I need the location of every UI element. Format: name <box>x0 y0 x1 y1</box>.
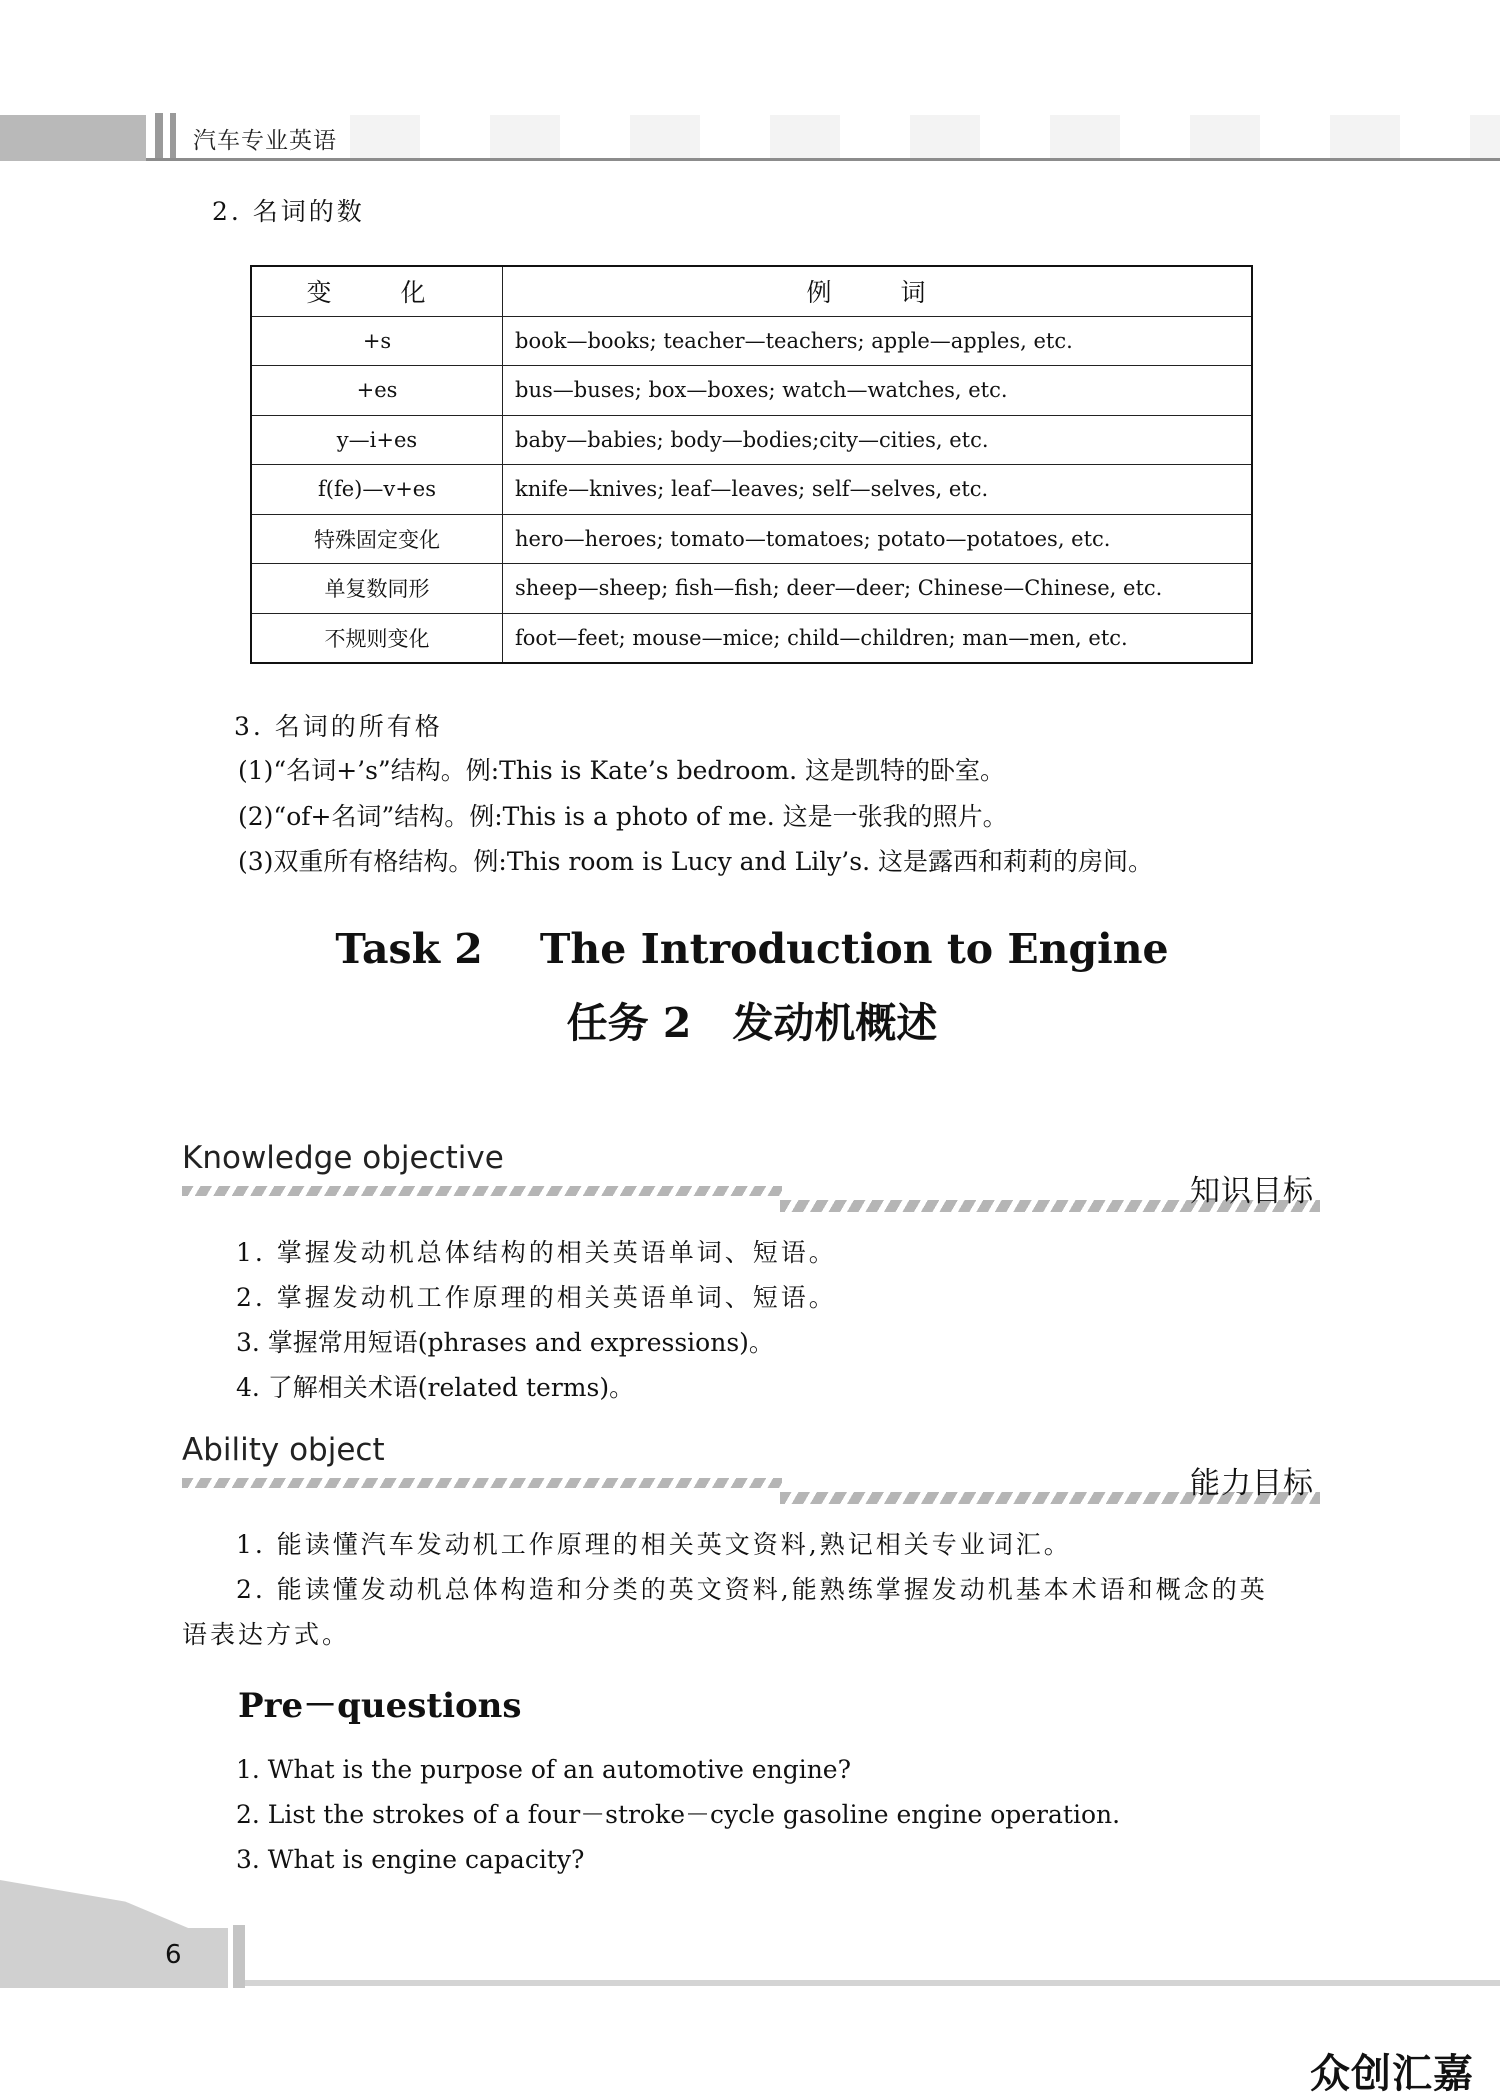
book-title: 汽车专业英语 <box>193 128 337 154</box>
header-bar <box>170 113 176 161</box>
table-cell-rule: 特殊固定变化 <box>251 514 503 564</box>
prequestions-heading: Pre－questions <box>238 1686 522 1726</box>
footer-bar <box>233 1925 245 1988</box>
table-row <box>251 366 1252 416</box>
ability-item-continued: 语表达方式。 <box>182 1620 351 1649</box>
header-bar <box>155 113 163 161</box>
possessive-item: (2)“of+名词”结构。例:This is a photo of me. 这是一张我的照片。 <box>238 802 1008 831</box>
header-pattern <box>350 115 1500 160</box>
header-rule <box>146 158 1500 161</box>
table-cell-examples: book—books; teacher—teachers; apple—apples, etc. <box>503 316 1253 366</box>
watermark: 众创汇嘉 <box>1310 2051 1474 2097</box>
table-header-change: 变 化 <box>251 266 503 316</box>
task-title-zh: 任务 2 发动机概述 <box>566 999 938 1047</box>
header-grey-block <box>0 115 146 161</box>
table-cell-examples: baby—babies; body—bodies;city—cities, etc. <box>503 415 1253 465</box>
section-heading-plural: 2. 名词的数 <box>212 197 365 226</box>
table-cell-examples: hero—heroes; tomato—tomatoes; potato—potatoes, etc. <box>503 514 1253 564</box>
page-number: 6 <box>165 1940 182 1970</box>
table-cell-examples: knife—knives; leaf—leaves; self—selves, etc. <box>503 465 1253 515</box>
prequestion-item: 3. What is engine capacity? <box>236 1845 585 1874</box>
task-title-en: Task 2 The Introduction to Engine <box>335 925 1169 973</box>
ability-item: 2. 能读懂发动机总体构造和分类的英文资料,能熟练掌握发动机基本术语和概念的英 <box>236 1575 1268 1604</box>
table-header-row <box>251 266 1252 316</box>
dashed-divider <box>182 1478 782 1488</box>
prequestion-item: 2. List the strokes of a four－stroke－cycle gasoline engine operation. <box>236 1800 1121 1829</box>
table-cell-examples: sheep—sheep; fish—fish; deer—deer; Chinese—Chinese, etc. <box>503 564 1253 614</box>
prequestion-item: 1. What is the purpose of an automotive engine? <box>236 1755 852 1784</box>
ability-objective-label: Ability object <box>182 1432 385 1468</box>
knowledge-item: 2. 掌握发动机工作原理的相关英语单词、短语。 <box>236 1283 837 1312</box>
table-row <box>251 465 1252 515</box>
ability-objective-label-zh: 能力目标 <box>1190 1466 1314 1501</box>
footer-rule <box>245 1980 1500 1986</box>
table-cell-rule: 不规则变化 <box>251 613 503 663</box>
table-row <box>251 514 1252 564</box>
table-cell-examples: bus—buses; box—boxes; watch—watches, etc. <box>503 366 1253 416</box>
table-cell-rule: +s <box>251 316 503 366</box>
knowledge-item: 1. 掌握发动机总体结构的相关英语单词、短语。 <box>236 1238 837 1267</box>
section-heading-possessive: 3. 名词的所有格 <box>234 712 443 741</box>
dashed-divider <box>182 1186 782 1196</box>
table-cell-rule: +es <box>251 366 503 416</box>
ability-item: 1. 能读懂汽车发动机工作原理的相关英文资料,熟记相关专业词汇。 <box>236 1530 1072 1559</box>
table-cell-rule: f(fe)—v+es <box>251 465 503 515</box>
table-row <box>251 415 1252 465</box>
table-cell-rule: y—i+es <box>251 415 503 465</box>
table-row <box>251 564 1252 614</box>
table-row <box>251 316 1252 366</box>
table-header-examples: 例 词 <box>503 266 1253 316</box>
table-cell-rule: 单复数同形 <box>251 564 503 614</box>
possessive-item: (1)“名词+’s”结构。例:This is Kate’s bedroom. 这是凯特的卧室。 <box>238 756 1006 785</box>
knowledge-item: 3. 掌握常用短语(phrases and expressions)。 <box>236 1328 774 1357</box>
knowledge-objective-label: Knowledge objective <box>182 1140 504 1176</box>
knowledge-item: 4. 了解相关术语(related terms)。 <box>236 1373 635 1402</box>
table-cell-examples: foot—feet; mouse—mice; child—children; man—men, etc. <box>503 613 1253 663</box>
table-row <box>251 613 1252 663</box>
plural-rules-table <box>250 265 1253 664</box>
possessive-item: (3)双重所有格结构。例:This room is Lucy and Lily’s. 这是露西和莉莉的房间。 <box>238 847 1153 876</box>
knowledge-objective-label-zh: 知识目标 <box>1190 1174 1314 1209</box>
